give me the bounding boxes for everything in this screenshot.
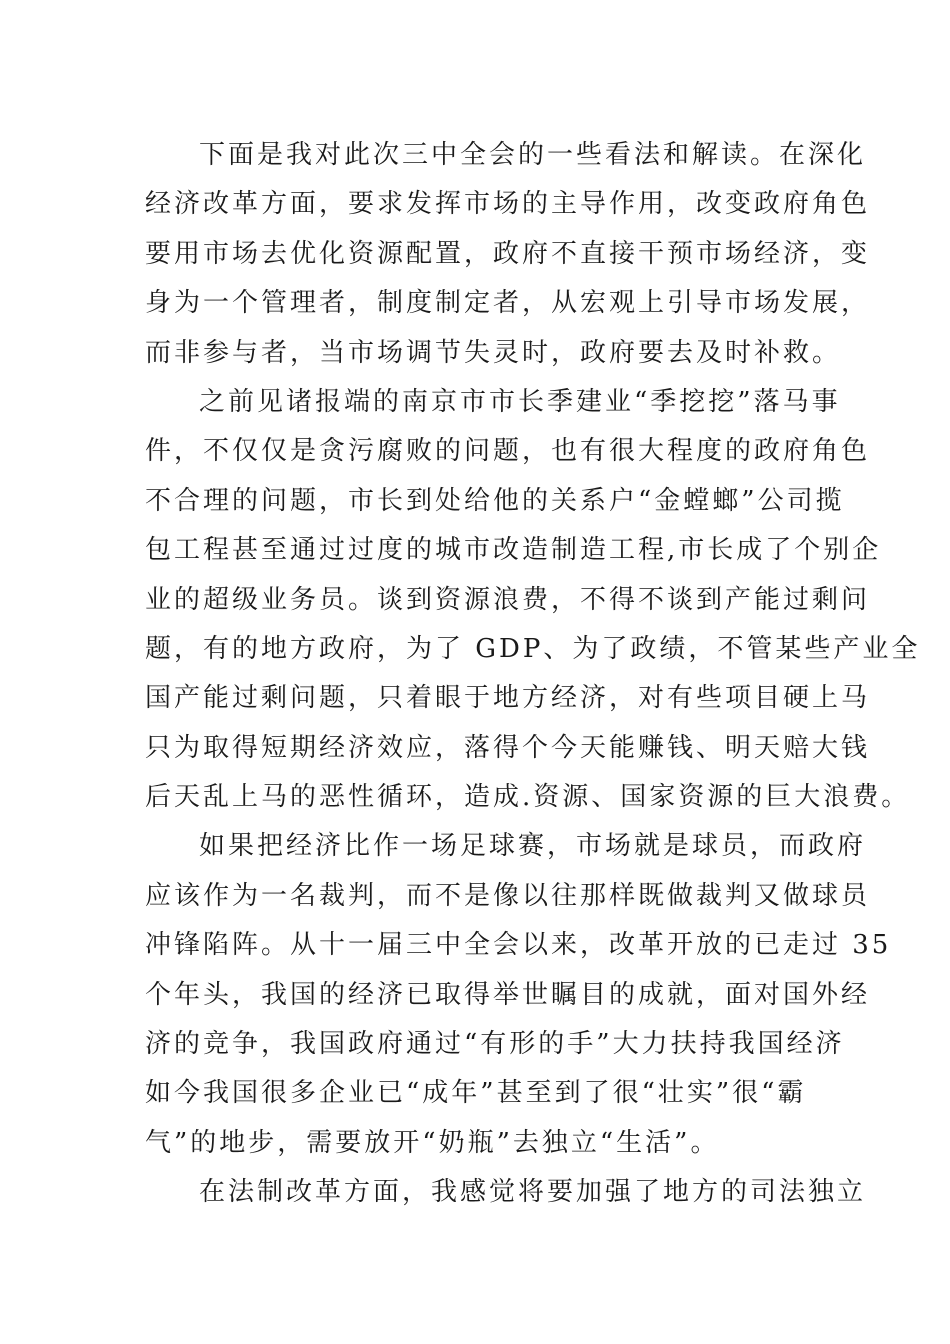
paragraph-2-line-6: 题，有的地方政府，为了 GDP、为了政绩，不管某些产业全 xyxy=(145,633,921,664)
paragraph-3-line-1: 如果把经济比作一场足球赛，市场就是球员，而政府 xyxy=(199,831,867,862)
paragraph-2-line-2: 件，不仅仅是贪污腐败的问题，也有很大程度的政府角色 xyxy=(145,436,871,467)
paragraph-2-line-8: 只为取得短期经济效应，落得个今天能赚钱、明天赔大钱 xyxy=(145,732,871,763)
paragraph-1-line-5: 而非参与者，当市场调节失灵时，政府要去及时补救。 xyxy=(145,337,842,368)
paragraph-3-line-7: 气”的地步，需要放开“奶瓶”去独立“生活”。 xyxy=(145,1127,720,1158)
paragraph-2-line-9: 后天乱上马的恶性循环，造成.资源、国家资源的巨大浪费。 xyxy=(145,782,911,813)
paragraph-1-line-4: 身为一个管理者，制度制定者，从宏观上引导市场发展， xyxy=(145,288,871,319)
paragraph-2-line-1: 之前见诸报端的南京市市长季建业“季挖挖”落马事 xyxy=(199,386,841,417)
paragraph-3-line-6: 如今我国很多企业已“成年”甚至到了很“壮实”很“霸 xyxy=(145,1078,807,1109)
paragraph-3-line-2: 应该作为一名裁判，而不是像以往那样既做裁判又做球员 xyxy=(145,880,871,911)
body-text xyxy=(145,131,921,1218)
paragraph-2-line-7: 国产能过剩问题，只着眼于地方经济，对有些项目硬上马 xyxy=(145,683,871,714)
paragraph-1-line-2: 经济改革方面，要求发挥市场的主导作用，改变政府角色 xyxy=(145,189,871,220)
paragraph-4-line-1: 在法制改革方面，我感觉将要加强了地方的司法独立 xyxy=(199,1177,867,1208)
paragraph-2-line-4: 包工程甚至通过过度的城市改造制造工程,市长成了个别企 xyxy=(145,535,882,566)
paragraph-1-line-3: 要用市场去优化资源配置，政府不直接干预市场经济，变 xyxy=(145,238,871,269)
paragraph-1-line-1: 下面是我对此次三中全会的一些看法和解读。在深化 xyxy=(199,140,867,170)
paragraph-3-line-5: 济的竞争，我国政府通过“有形的手”大力扶持我国经济 xyxy=(145,1029,845,1060)
paragraph-2-line-5: 业的超级业务员。谈到资源浪费，不得不谈到产能过剩问 xyxy=(145,584,871,615)
paragraph-3-line-4: 个年头，我国的经济已取得举世瞩目的成就，面对国外经 xyxy=(145,979,871,1010)
paragraph-3-line-3: 冲锋陷阵。从十一届三中全会以来，改革开放的已走过 35 xyxy=(145,930,892,961)
paragraph-2-line-3: 不合理的问题，市长到处给他的关系户“金螳螂”公司揽 xyxy=(145,485,845,516)
